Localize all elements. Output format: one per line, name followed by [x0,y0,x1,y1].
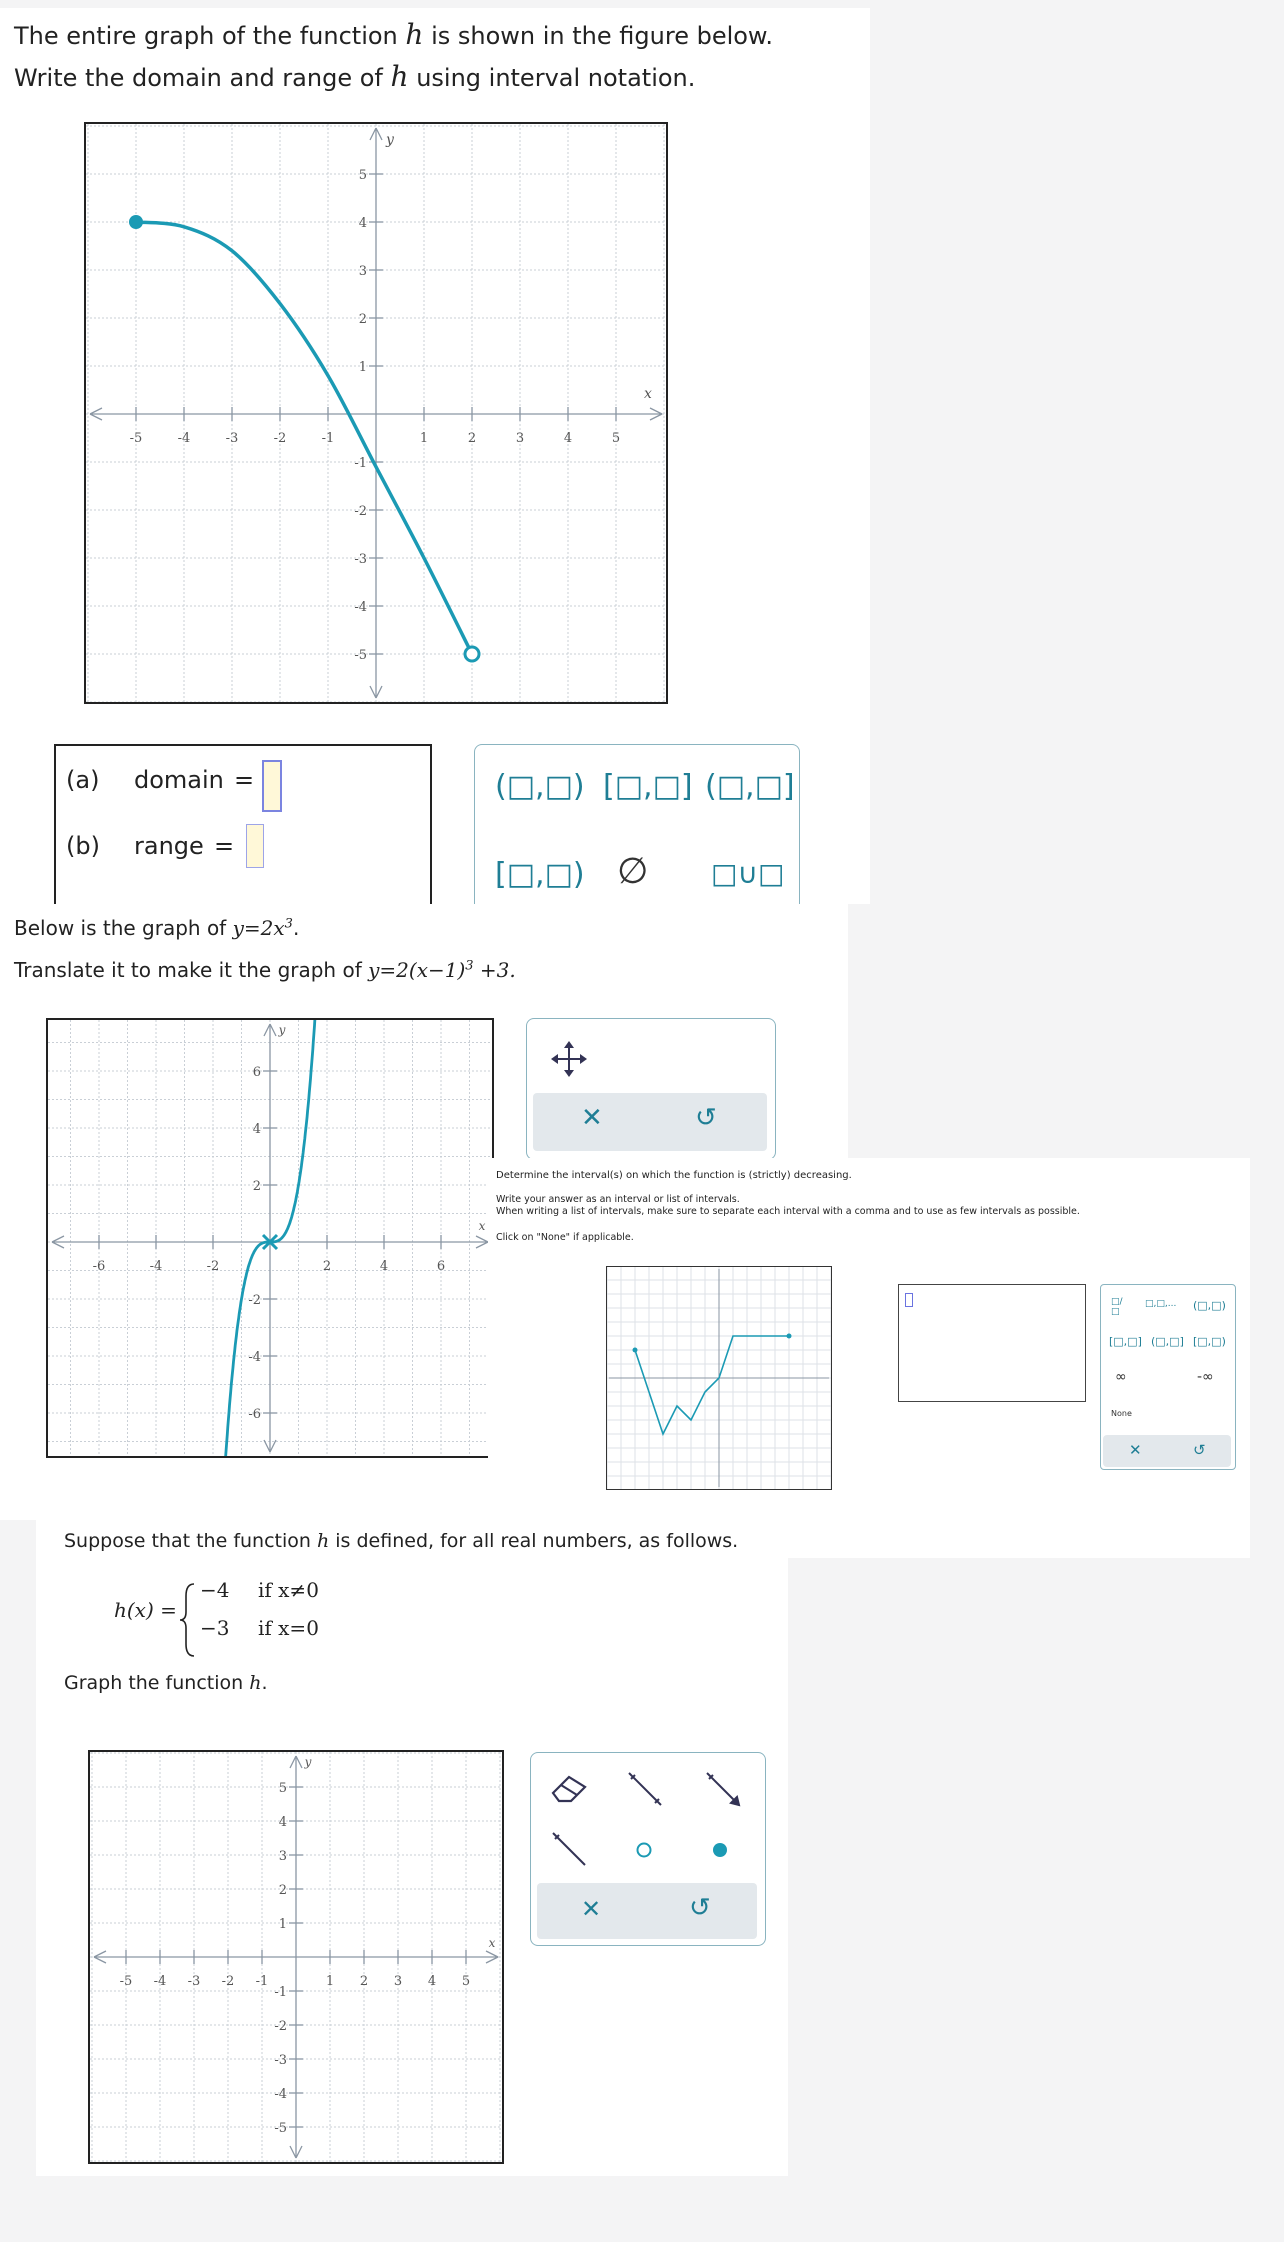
infinity-button[interactable]: ∞ [1115,1369,1127,1385]
problem3-line3: When writing a list of intervals, make sure to separate each interval with a comma and to use as few intervals as possible. [496,1206,1080,1217]
problem3-panel [488,1158,1250,1558]
y-tick-label: 2 [278,1883,287,1898]
y-tick-label: 2 [252,1179,261,1194]
empty-set-button[interactable]: ∅ [617,851,649,892]
piecewise-curve [635,1336,789,1434]
open-endpoint [465,647,479,661]
y-tick-label: 1 [278,1917,287,1932]
p2-line2-text: Translate it to make it the graph of [14,958,362,982]
p2-period: . [292,916,300,940]
y-tick-label: 4 [358,216,367,231]
graph4-svg[interactable] [90,1752,502,2162]
p2-target-shift: +3. [479,958,516,982]
x-axis-label: x [488,1936,496,1950]
y-tick-label: -4 [274,2087,287,2102]
problem3-answer-field[interactable] [898,1284,1086,1402]
open-open-button[interactable]: (□,□) [495,769,585,804]
x-axis-label: x [478,1219,486,1233]
y-tick-label: 4 [278,1815,287,1830]
x-tick-label: -4 [153,1974,167,1989]
problem1-graph [84,122,668,704]
function-var: h [316,1530,330,1552]
case1-value: −4 [200,1578,230,1602]
line1-text: The entire graph of the function [14,22,398,50]
problem3-line1: Determine the interval(s) on which the function is (strictly) decreasing. [496,1170,852,1181]
x-tick-label: 5 [611,431,621,446]
neg-infinity-button[interactable]: -∞ [1197,1369,1214,1385]
endpoint [787,1334,792,1339]
problem4-line1 [64,1530,738,1552]
y-tick-label: -4 [354,600,367,615]
list-button[interactable]: □,□,... [1145,1299,1177,1309]
x-tick-label: -2 [206,1259,220,1274]
closed-closed-button[interactable]: [□,□] [603,769,693,804]
problem2-line2 [14,958,516,982]
x-tick-label: -1 [255,1974,269,1989]
problem2-toolbar [526,1018,776,1160]
y-axis-label: y [304,1755,312,1769]
problem1-line2 [14,60,695,93]
y-axis-label: y [386,132,394,148]
piecewise-lhs: h(x) = [114,1598,177,1622]
y-tick-label: -1 [354,456,367,471]
problem1-line1 [14,18,773,51]
problem4-graph[interactable] [88,1750,504,2164]
closed-endpoint [129,215,143,229]
function-var: h [249,1672,262,1694]
y-tick-label: -5 [274,2121,287,2136]
domain-input[interactable] [262,760,282,812]
x-tick-label: 5 [461,1974,471,1989]
x-tick-label: -3 [187,1974,201,1989]
answer-box [54,744,432,908]
problem2-line1 [14,916,299,940]
reset-bar [1103,1435,1231,1467]
prompt-text: Graph the function [64,1672,244,1694]
y-tick-label: -3 [354,552,367,567]
y-tick-label: -6 [248,1407,261,1422]
open-closed-button[interactable]: (□,□] [1151,1335,1184,1348]
x-tick-label: -5 [119,1974,133,1989]
clear-button[interactable]: ✕ [1129,1441,1142,1459]
line1-post: is shown in the figure below. [431,22,773,50]
graph-prompt [64,1672,268,1694]
y-tick-label: 2 [358,312,367,327]
range-label: range [134,832,204,860]
undo-button[interactable]: ↺ [1193,1441,1206,1459]
x-tick-label: 2 [359,1974,369,1989]
x-tick-label: 2 [467,431,477,446]
problem3-keypad [1100,1284,1236,1470]
x-tick-label: 4 [427,1974,437,1989]
problem4-toolbar [530,1752,766,1946]
y-tick-label: 4 [252,1122,261,1137]
closed-open-button[interactable]: [□,□) [1193,1335,1226,1348]
none-button[interactable]: None [1111,1409,1132,1418]
y-tick-label: -1 [274,1985,287,2000]
endpoint [633,1348,638,1353]
domain-label: domain [134,766,224,794]
y-tick-label: 6 [252,1065,261,1080]
case2-condition: if x=0 [258,1616,319,1640]
fraction-button[interactable]: □/□ [1111,1297,1123,1317]
p2-target-exponent: 3 [465,958,474,974]
y-axis-label: y [278,1023,286,1037]
brace-icon [178,1580,198,1660]
y-tick-label: 1 [358,360,367,375]
x-tick-label: -2 [221,1974,235,1989]
y-tick-label: -5 [354,648,367,663]
prompt-period: . [261,1672,268,1694]
y-tick-label: -4 [248,1350,261,1365]
problem3-graph [606,1266,832,1490]
graph2-svg[interactable] [48,1020,492,1456]
interval-keypad [474,744,800,907]
x-tick-label: 3 [515,431,525,446]
move-icon[interactable] [549,1039,589,1079]
reset-bar [533,1093,767,1151]
x-tick-label: -2 [273,431,287,446]
y-tick-label: 3 [278,1849,287,1864]
closed-point-icon[interactable] [711,1841,729,1859]
problem3-line4: Click on "None" if applicable. [496,1232,634,1243]
union-button[interactable]: □∪□ [711,857,785,890]
function-var: h [390,60,409,93]
x-tick-label: -6 [92,1259,106,1274]
x-tick-label: -5 [129,431,143,446]
case2-value: −3 [200,1616,230,1640]
y-tick-label: 5 [358,168,367,183]
y-tick-label: 5 [278,1781,287,1796]
graph1-svg [86,124,666,702]
open-open-button[interactable]: (□,□) [1193,1299,1226,1312]
ray-tool-icon[interactable] [703,1769,743,1809]
closed-closed-button[interactable]: [□,□] [1109,1335,1142,1348]
undo-button[interactable]: ↺ [695,1103,717,1133]
cursor-box [905,1293,913,1307]
problem1-panel [0,8,870,904]
x-tick-label: 3 [393,1974,403,1989]
x-tick-label: -1 [321,431,335,446]
p2-equation: y=2x [232,916,285,940]
x-tick-label: 6 [436,1259,446,1274]
open-closed-button[interactable]: (□,□] [705,769,795,804]
segment-tool-icon[interactable] [625,1769,665,1809]
p2-exponent: 3 [284,916,293,932]
clear-button[interactable]: ✕ [581,1895,602,1923]
undo-button[interactable]: ↺ [689,1893,711,1923]
x-tick-label: -4 [177,431,191,446]
x-tick-label: 4 [563,431,573,446]
domain-equals: = [234,766,255,794]
y-tick-label: -2 [274,2019,287,2034]
reset-bar [537,1883,757,1939]
open-point-icon[interactable] [635,1841,653,1859]
line2-text: Write the domain and range of [14,64,383,92]
label-b: (b) [66,832,100,860]
p4-line1-post: is defined, for all real numbers, as follows. [335,1530,739,1552]
x-tick-label: 1 [419,431,429,446]
problem4-panel [36,1520,788,2176]
graph3-svg [607,1267,831,1489]
range-equals: = [214,832,235,860]
x-tick-label: -4 [149,1259,163,1274]
problem3-line2: Write your answer as an interval or list of intervals. [496,1194,740,1205]
clear-button[interactable]: ✕ [581,1103,603,1133]
y-tick-label: -2 [354,504,367,519]
y-tick-label: -2 [248,1293,261,1308]
eraser-icon[interactable] [549,1771,591,1807]
x-tick-label: -3 [225,431,239,446]
p4-line1-text: Suppose that the function [64,1530,311,1552]
line-tool-icon[interactable] [549,1829,589,1869]
range-input[interactable] [246,824,264,868]
p2-target-equation: y=2(x−1) [368,958,466,982]
x-axis-label: x [644,386,652,402]
y-tick-label: -3 [274,2053,287,2068]
label-a: (a) [66,766,100,794]
closed-open-button[interactable]: [□,□) [495,857,585,892]
p2-line1-text: Below is the graph of [14,916,227,940]
y-tick-label: 3 [358,264,367,279]
x-tick-label: 2 [322,1259,332,1274]
function-var: h [405,18,424,51]
line2-post: using interval notation. [416,64,696,92]
x-tick-label: 1 [325,1974,335,1989]
problem2-graph[interactable] [46,1018,494,1458]
x-tick-label: 4 [379,1259,389,1274]
case1-condition: if x≠0 [258,1578,319,1602]
